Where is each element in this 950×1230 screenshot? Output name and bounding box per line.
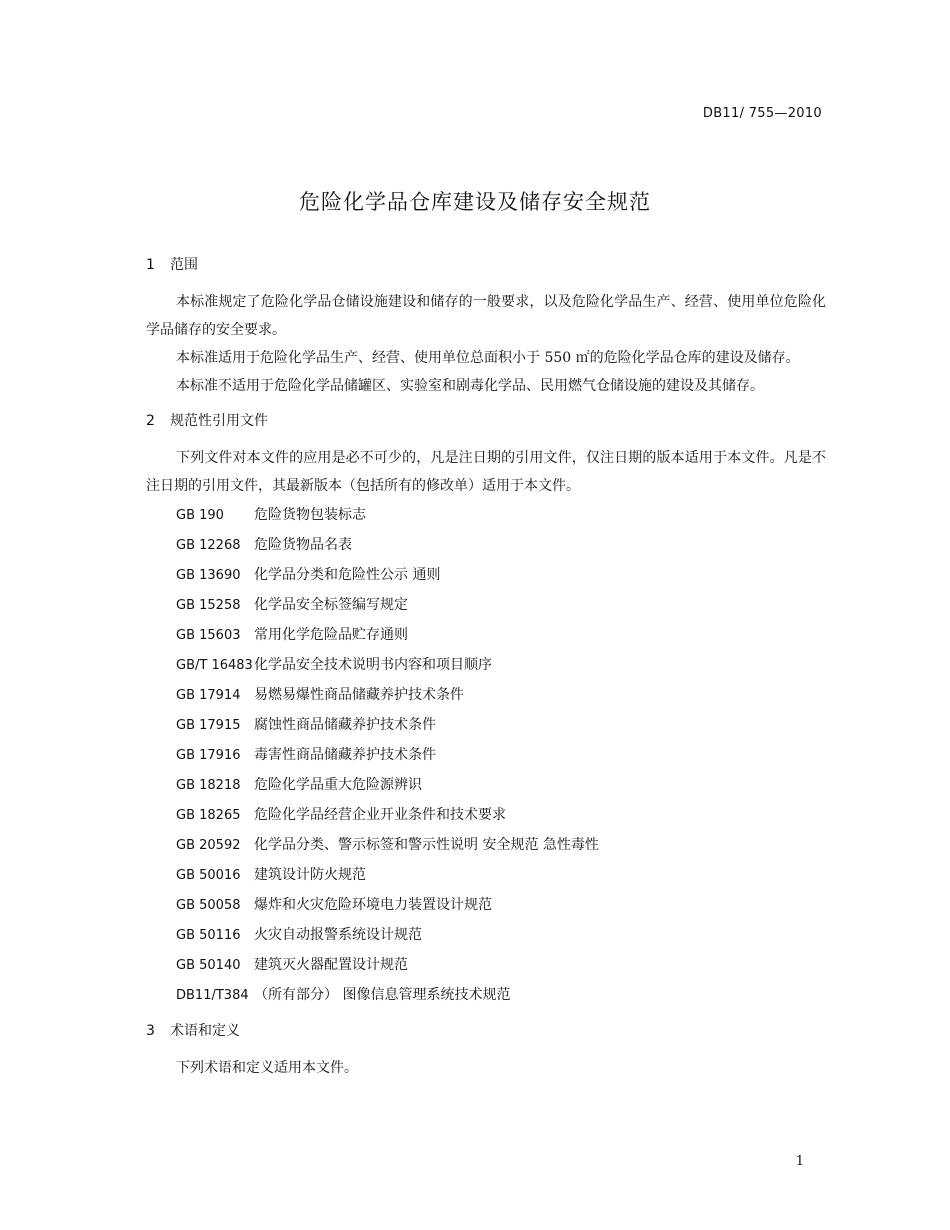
- section-title: 范围: [170, 257, 198, 273]
- reference-item: [146, 890, 826, 920]
- reference-name: 危险货物品名表: [254, 537, 352, 553]
- reference-name: 危险化学品经营企业开业条件和技术要求: [254, 807, 506, 823]
- reference-code: GB 18265: [176, 808, 241, 823]
- paragraph: 下列术语和定义适用本文件。: [176, 1060, 358, 1076]
- document-title: 危险化学品仓库建设及储存安全规范: [299, 190, 651, 214]
- paragraph: 本标准不适用于危险化学品储罐区、实验室和剧毒化学品、民用燃气仓储设施的建设及其储存。: [176, 378, 764, 394]
- reference-item: [146, 620, 826, 650]
- section-number: 1: [146, 257, 155, 273]
- section-heading-normative-references: [146, 406, 826, 436]
- reference-name: 化学品分类和危险性公示 通则: [254, 567, 441, 583]
- reference-code: GB 50058: [176, 898, 241, 913]
- reference-item: [146, 800, 826, 830]
- reference-item: [146, 650, 826, 680]
- paragraph: 本标准规定了危险化学品仓储设施建设和储存的一般要求，以及危险化学品生产、经营、使用单位危险化学品储存的安全要求。: [146, 294, 826, 338]
- reference-code: GB 15258: [176, 598, 241, 613]
- reference-code: GB 18218: [176, 778, 241, 793]
- reference-item: [146, 710, 826, 740]
- paragraph: 本标准适用于危险化学品生产、经营、使用单位总面积小于 550 ㎡的危险化学品仓库的建设及储存。: [176, 350, 800, 366]
- section-number: 3: [146, 1023, 155, 1039]
- section-title: 规范性引用文件: [170, 413, 268, 429]
- reference-item: [146, 560, 826, 590]
- reference-item: [146, 590, 826, 620]
- reference-code: DB11/T384: [176, 988, 249, 1003]
- reference-item: [146, 860, 826, 890]
- reference-name: 化学品安全标签编写规定: [254, 597, 408, 613]
- reference-item: [146, 680, 826, 710]
- reference-item: [146, 770, 826, 800]
- section-title: 术语和定义: [170, 1023, 240, 1039]
- reference-name: 危险化学品重大危险源辨识: [254, 777, 422, 793]
- reference-item: [146, 830, 826, 860]
- section-heading-scope: [146, 250, 826, 280]
- reference-code: GB 20592: [176, 838, 241, 853]
- reference-name: 爆炸和火灾危险环境电力装置设计规范: [254, 897, 492, 913]
- reference-name: 危险货物包装标志: [254, 507, 366, 523]
- reference-name: 化学品分类、警示标签和警示性说明 安全规范 急性毒性: [254, 837, 599, 853]
- reference-code: GB 17914: [176, 688, 241, 703]
- reference-name: 火灾自动报警系统设计规范: [254, 927, 422, 943]
- reference-code: GB 50140: [176, 958, 241, 973]
- reference-code: GB 15603: [176, 628, 241, 643]
- reference-item: [146, 920, 826, 950]
- reference-code: GB 17916: [176, 748, 241, 763]
- reference-name: 建筑灭火器配置设计规范: [254, 957, 408, 973]
- paragraph: 下列文件对本文件的应用是必不可少的，凡是注日期的引用文件，仅注日期的版本适用于本文件。凡是不注日期的引用文件，其最新版本（包括所有的修改单）适用于本文件。: [146, 450, 826, 494]
- reference-code: GB 50016: [176, 868, 241, 883]
- reference-item: [146, 980, 826, 1010]
- reference-code: GB 12268: [176, 538, 241, 553]
- reference-code: GB 190: [176, 508, 224, 523]
- reference-code: GB/T 16483: [176, 658, 253, 673]
- reference-item: [146, 950, 826, 980]
- reference-item: [146, 500, 826, 530]
- reference-code: GB 17915: [176, 718, 241, 733]
- reference-name: 易燃易爆性商品储藏养护技术条件: [254, 687, 464, 703]
- reference-name: 建筑设计防火规范: [254, 867, 366, 883]
- reference-item: [146, 740, 826, 770]
- reference-code: GB 13690: [176, 568, 241, 583]
- reference-list: [146, 500, 826, 1010]
- document-number: DB11/ 755—2010: [702, 106, 822, 121]
- reference-code: GB 50116: [176, 928, 241, 943]
- reference-name: 毒害性商品储藏养护技术条件: [254, 747, 436, 763]
- reference-item: [146, 530, 826, 560]
- reference-name: 腐蚀性商品储藏养护技术条件: [254, 717, 436, 733]
- reference-name: 化学品安全技术说明书内容和项目顺序: [254, 657, 492, 673]
- section-heading-terms-and-definitions: [146, 1016, 826, 1046]
- section-number: 2: [146, 413, 155, 429]
- reference-name: 常用化学危险品贮存通则: [254, 627, 408, 643]
- page-number: 1: [795, 1154, 804, 1169]
- document-body: [146, 250, 826, 1082]
- reference-name: （所有部分） 图像信息管理系统技术规范: [254, 987, 511, 1003]
